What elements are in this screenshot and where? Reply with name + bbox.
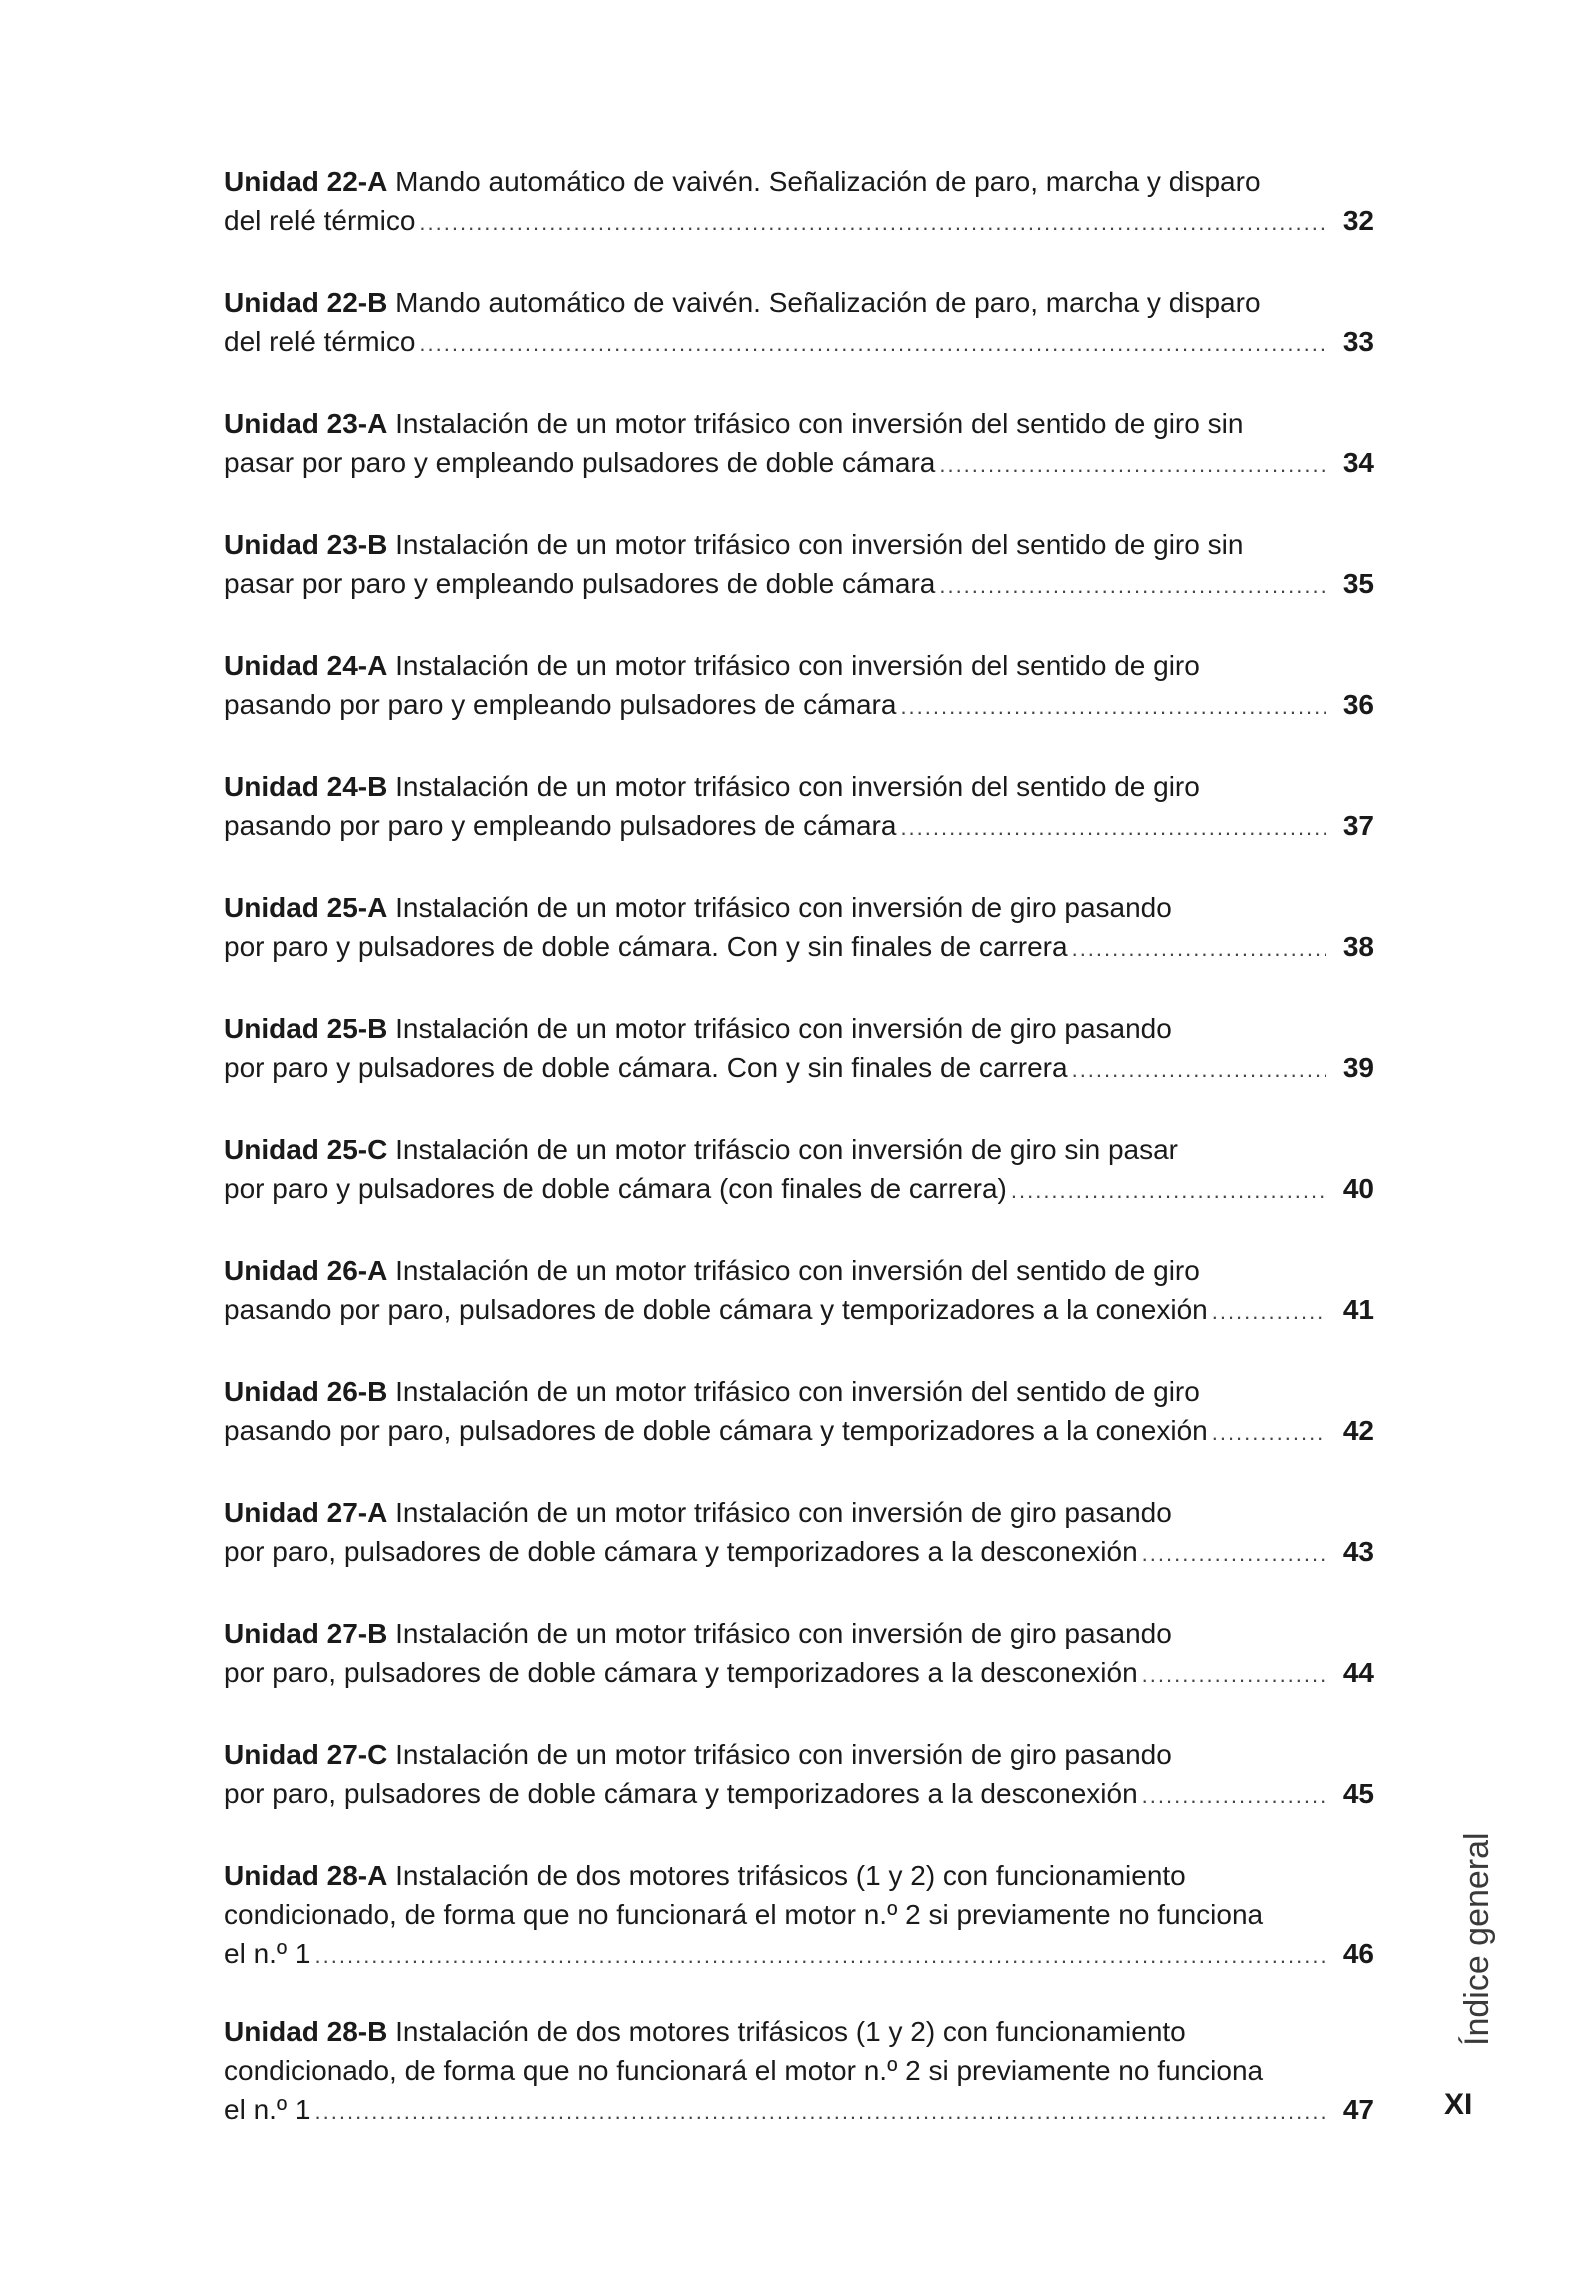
toc-page-number[interactable]: 32 — [1342, 205, 1374, 236]
toc-title-text: pasando por paro y empleando pulsadores de cámara — [224, 689, 897, 720]
toc-page-number[interactable]: 39 — [1342, 1052, 1374, 1083]
dot-leader — [419, 203, 1326, 242]
toc-entry[interactable] — [224, 1130, 1374, 1251]
dot-leader — [1142, 1655, 1326, 1694]
toc-page-number[interactable]: 36 — [1342, 689, 1374, 720]
toc-entry-text — [224, 771, 1200, 802]
toc-page-number[interactable]: 34 — [1342, 447, 1374, 478]
toc-page-number[interactable]: 40 — [1342, 1173, 1374, 1204]
toc-title-text: el n.º 1 — [224, 2094, 311, 2125]
toc-entry-text — [224, 1497, 1172, 1528]
toc-entry-text — [224, 2090, 311, 2129]
toc-entry-text — [224, 1618, 1172, 1649]
toc-entry-line — [224, 1048, 1374, 1087]
toc-page-number[interactable]: 33 — [1342, 326, 1374, 357]
toc-entry-line — [224, 685, 1374, 724]
toc-entry-line — [224, 2090, 1374, 2129]
toc-unit-label: Unidad 27-B — [224, 1618, 388, 1649]
toc-entry-text — [224, 564, 935, 603]
toc-entry-text — [224, 1934, 311, 1973]
toc-title-text: Mando automático de vaivén. Señalización de paro, marcha y disparo — [395, 166, 1261, 197]
toc-entry-line — [224, 564, 1374, 603]
dot-leader — [900, 687, 1326, 726]
toc-entry-text — [224, 1774, 1138, 1813]
toc-entry-text — [224, 1899, 1263, 1930]
toc-unit-label: Unidad 22-B — [224, 287, 388, 318]
toc-title-text: Mando automático de vaivén. Señalización de paro, marcha y disparo — [395, 287, 1261, 318]
toc-unit-label: Unidad 28-A — [224, 1860, 388, 1891]
toc-entry[interactable] — [224, 1251, 1374, 1372]
dot-leader — [939, 445, 1326, 484]
dot-leader — [1142, 1776, 1326, 1815]
toc-title-text: pasando por paro, pulsadores de doble cámara y temporizadores a la conexión — [224, 1294, 1208, 1325]
toc-entry-text — [224, 287, 1261, 318]
toc-entry-line — [224, 1009, 1374, 1048]
toc-entry-text — [224, 529, 1243, 560]
toc-title-text: Instalación de un motor trifásico con inversión del sentido de giro — [395, 1255, 1200, 1286]
dot-leader — [939, 566, 1326, 605]
toc-title-text: Instalación de un motor trifásico con inversión de giro pasando — [395, 1739, 1172, 1770]
toc-title-text: condicionado, de forma que no funcionará el motor n.º 2 si previamente no funciona — [224, 2055, 1264, 2086]
toc-entry-line — [224, 525, 1374, 564]
toc-unit-label: Unidad 24-A — [224, 650, 388, 681]
dot-leader — [1072, 929, 1326, 968]
toc-entry-line — [224, 1372, 1374, 1411]
toc-entry-line — [224, 322, 1374, 361]
toc-entry-line — [224, 1895, 1374, 1934]
toc-entry-line — [224, 767, 1374, 806]
toc-page-number[interactable]: 38 — [1342, 931, 1374, 962]
toc-entry[interactable] — [224, 1009, 1374, 1130]
toc-entry-text — [224, 1860, 1186, 1891]
toc-entry-line — [224, 1774, 1374, 1813]
toc-entry-line — [224, 1411, 1374, 1450]
toc-entry-text — [224, 2016, 1186, 2047]
toc-unit-label: Unidad 27-C — [224, 1739, 388, 1770]
toc-entry-line — [224, 1290, 1374, 1329]
toc-title-text: por paro, pulsadores de doble cámara y temporizadores a la desconexión — [224, 1657, 1138, 1688]
table-of-contents — [224, 162, 1374, 2168]
dot-leader — [900, 808, 1326, 847]
toc-entry-line — [224, 1735, 1374, 1774]
toc-title-text: por paro y pulsadores de doble cámara. Con y sin finales de carrera — [224, 1052, 1068, 1083]
toc-title-text: Instalación de un motor trifásico con inversión de giro pasando — [395, 892, 1172, 923]
toc-entry[interactable] — [224, 888, 1374, 1009]
toc-unit-label: Unidad 26-A — [224, 1255, 388, 1286]
toc-entry-text — [224, 685, 896, 724]
toc-entry-text — [224, 1134, 1178, 1165]
toc-title-text: Instalación de un motor trifásico con inversión de giro pasando — [395, 1618, 1172, 1649]
dot-leader — [315, 1936, 1326, 1975]
toc-unit-label: Unidad 26-B — [224, 1376, 388, 1407]
toc-title-text: pasar por paro y empleando pulsadores de doble cámara — [224, 447, 936, 478]
toc-unit-label: Unidad 23-A — [224, 408, 388, 439]
toc-title-text: el n.º 1 — [224, 1938, 311, 1969]
toc-page-number[interactable]: 44 — [1342, 1657, 1374, 1688]
toc-entry-line — [224, 1169, 1374, 1208]
toc-entry[interactable] — [224, 1735, 1374, 1856]
dot-leader — [315, 2092, 1326, 2131]
dot-leader — [1212, 1413, 1326, 1452]
toc-title-text: pasando por paro, pulsadores de doble cámara y temporizadores a la conexión — [224, 1415, 1208, 1446]
toc-title-text: Instalación de un motor trifásico con inversión del sentido de giro — [395, 1376, 1200, 1407]
toc-title-text: Instalación de un motor trifásico con inversión de giro pasando — [395, 1013, 1172, 1044]
toc-entry-text — [224, 2055, 1263, 2086]
dot-leader — [419, 324, 1326, 363]
toc-entry-line — [224, 806, 1374, 845]
toc-page-number[interactable]: 41 — [1342, 1294, 1374, 1325]
toc-title-text: del relé térmico — [224, 205, 416, 236]
toc-title-text: por paro y pulsadores de doble cámara (con finales de carrera) — [224, 1173, 1007, 1204]
toc-title-text: Instalación de un motor trifáscio con inversión de giro sin pasar — [395, 1134, 1178, 1165]
toc-title-text: Instalación de un motor trifásico con inversión del sentido de giro — [395, 650, 1200, 681]
dot-leader — [1142, 1534, 1326, 1573]
toc-title-text: por paro y pulsadores de doble cámara. Con y sin finales de carrera — [224, 931, 1068, 962]
toc-entry-line — [224, 1653, 1374, 1692]
toc-entry[interactable] — [224, 404, 1374, 525]
toc-entry-text — [224, 1653, 1138, 1692]
toc-entry-line — [224, 1856, 1374, 1895]
toc-entry[interactable] — [224, 1493, 1374, 1614]
toc-entry-line — [224, 1251, 1374, 1290]
toc-entry-text — [224, 1376, 1200, 1407]
toc-unit-label: Unidad 23-B — [224, 529, 388, 560]
toc-title-text: Instalación de dos motores trifásicos (1 y 2) con funcionamiento — [395, 1860, 1186, 1891]
toc-page-number[interactable]: 35 — [1342, 568, 1374, 599]
toc-entry[interactable] — [224, 283, 1374, 404]
toc-title-text: Instalación de un motor trifásico con inversión del sentido de giro sin — [395, 408, 1244, 439]
section-side-label: Índice general — [1458, 1832, 1496, 2046]
toc-entry-line — [224, 2012, 1374, 2051]
toc-unit-label: Unidad 28-B — [224, 2016, 388, 2047]
toc-unit-label: Unidad 25-C — [224, 1134, 388, 1165]
toc-entry-line — [224, 1532, 1374, 1571]
toc-entry-text — [224, 443, 935, 482]
toc-page-number[interactable]: 43 — [1342, 1536, 1374, 1567]
toc-entry-text — [224, 1169, 1007, 1208]
toc-unit-label: Unidad 25-A — [224, 892, 388, 923]
toc-title-text: Instalación de un motor trifásico con inversión de giro pasando — [395, 1497, 1172, 1528]
toc-title-text: del relé térmico — [224, 326, 416, 357]
toc-unit-label: Unidad 27-A — [224, 1497, 388, 1528]
toc-entry[interactable] — [224, 1372, 1374, 1493]
toc-page-number[interactable]: 47 — [1342, 2094, 1374, 2125]
toc-entry-text — [224, 1013, 1172, 1044]
toc-entry[interactable] — [224, 646, 1374, 767]
toc-title-text: condicionado, de forma que no funcionará el motor n.º 2 si previamente no funciona — [224, 1899, 1264, 1930]
toc-unit-label: Unidad 22-A — [224, 166, 388, 197]
toc-entry[interactable] — [224, 1614, 1374, 1735]
toc-entry-line — [224, 1934, 1374, 1973]
toc-title-text: Instalación de un motor trifásico con inversión del sentido de giro sin — [395, 529, 1244, 560]
toc-entry-text — [224, 322, 415, 361]
toc-page-number[interactable]: 42 — [1342, 1415, 1374, 1446]
toc-entry-line — [224, 443, 1374, 482]
toc-entry-line — [224, 646, 1374, 685]
toc-page-number[interactable]: 46 — [1342, 1938, 1374, 1969]
dot-leader — [1212, 1292, 1326, 1331]
toc-entry-text — [224, 1739, 1172, 1770]
toc-entry-line — [224, 1614, 1374, 1653]
toc-entry-text — [224, 650, 1200, 681]
toc-title-text: Instalación de dos motores trifásicos (1 y 2) con funcionamiento — [395, 2016, 1186, 2047]
toc-entry-line — [224, 1493, 1374, 1532]
toc-entry[interactable] — [224, 1856, 1374, 2012]
toc-entry[interactable] — [224, 2012, 1374, 2168]
toc-entry-text — [224, 1532, 1138, 1571]
toc-title-text: pasar por paro y empleando pulsadores de doble cámara — [224, 568, 936, 599]
toc-page-number[interactable]: 45 — [1342, 1778, 1374, 1809]
toc-entry-text — [224, 1290, 1208, 1329]
toc-entry-text — [224, 1048, 1068, 1087]
toc-entry-line — [224, 2051, 1374, 2090]
toc-entry[interactable] — [224, 162, 1374, 283]
toc-entry-text — [224, 166, 1261, 197]
toc-unit-label: Unidad 24-B — [224, 771, 388, 802]
page-number: XI — [1444, 2088, 1473, 2121]
toc-title-text: Instalación de un motor trifásico con inversión del sentido de giro — [395, 771, 1200, 802]
toc-title-text: por paro, pulsadores de doble cámara y temporizadores a la desconexión — [224, 1778, 1138, 1809]
toc-entry-line — [224, 201, 1374, 240]
toc-entry[interactable] — [224, 767, 1374, 888]
toc-entry-text — [224, 201, 415, 240]
toc-entry-text — [224, 1255, 1200, 1286]
toc-entry-line — [224, 404, 1374, 443]
dot-leader — [1072, 1050, 1326, 1089]
toc-entry-text — [224, 806, 896, 845]
toc-entry-text — [224, 408, 1243, 439]
toc-entry-line — [224, 1130, 1374, 1169]
toc-entry[interactable] — [224, 525, 1374, 646]
toc-title-text: pasando por paro y empleando pulsadores de cámara — [224, 810, 897, 841]
toc-entry-line — [224, 162, 1374, 201]
toc-entry-text — [224, 1411, 1208, 1450]
toc-title-text: por paro, pulsadores de doble cámara y temporizadores a la desconexión — [224, 1536, 1138, 1567]
toc-entry-line — [224, 927, 1374, 966]
toc-entry-line — [224, 283, 1374, 322]
toc-entry-text — [224, 892, 1172, 923]
toc-unit-label: Unidad 25-B — [224, 1013, 388, 1044]
toc-entry-text — [224, 927, 1068, 966]
toc-entry-line — [224, 888, 1374, 927]
toc-page-number[interactable]: 37 — [1342, 810, 1374, 841]
dot-leader — [1011, 1171, 1326, 1210]
